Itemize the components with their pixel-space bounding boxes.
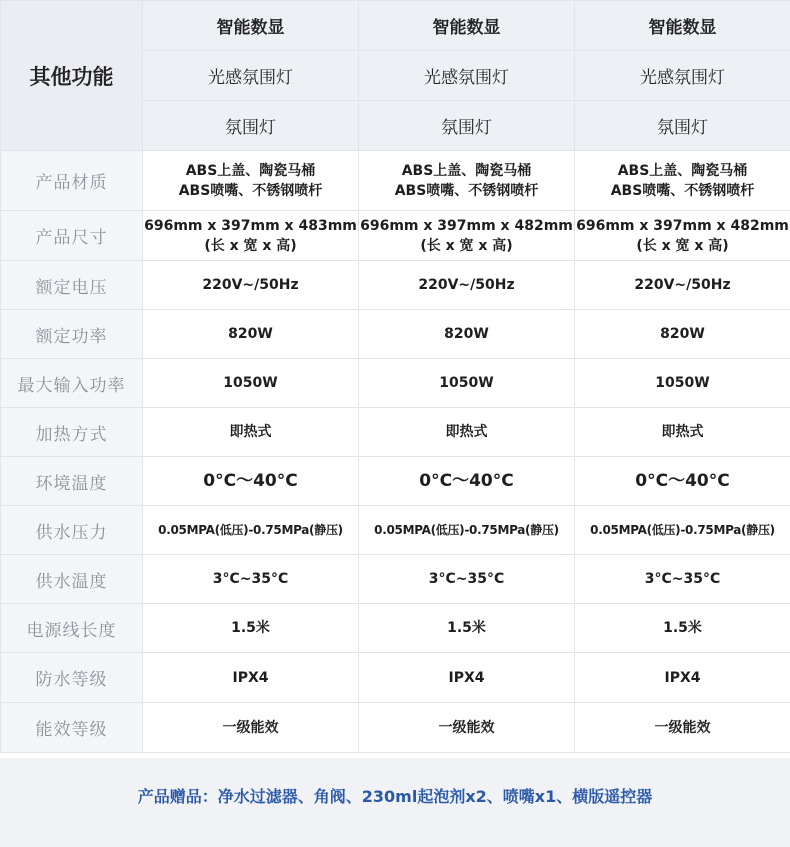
spec-value-cell xyxy=(575,604,790,653)
header-cell: 智能数显 xyxy=(143,1,359,51)
spec-value-cell xyxy=(143,703,359,753)
spec-row xyxy=(1,151,790,211)
spec-value-cell xyxy=(143,653,359,703)
header-cell: 光感氛围灯 xyxy=(575,51,790,101)
spec-value-line: 820W xyxy=(228,326,273,342)
spec-value-line: 即热式 xyxy=(661,424,704,440)
spec-row-label: 产品尺寸 xyxy=(1,211,143,261)
spec-row-label: 额定电压 xyxy=(1,261,143,310)
spec-value-line: 1050W xyxy=(439,375,494,391)
header-row-1 xyxy=(1,1,790,51)
spec-row-label: 最大输入功率 xyxy=(1,359,143,408)
gift-footer xyxy=(0,758,790,847)
spec-value-line: 1.5米 xyxy=(663,620,702,636)
spec-value-cell xyxy=(575,408,790,457)
spec-row-label: 产品材质 xyxy=(1,151,143,211)
spec-value-line: 696mm x 397mm x 483mm xyxy=(144,217,357,234)
spec-row xyxy=(1,703,790,753)
spec-value-cell xyxy=(359,151,575,211)
spec-row-label: 能效等级 xyxy=(1,703,143,753)
spec-value-line: 1.5米 xyxy=(231,620,270,636)
spec-value-line: 即热式 xyxy=(445,424,488,440)
other-features-label: 其他功能 xyxy=(1,1,143,151)
spec-value-cell xyxy=(359,408,575,457)
spec-value-cell xyxy=(575,359,790,408)
spec-value-line: ABS喷嘴、不锈钢喷杆 xyxy=(610,182,755,199)
spec-value-line: 一级能效 xyxy=(438,719,495,736)
spec-value-line: (长 x 宽 x 高) xyxy=(204,237,297,254)
spec-value-cell xyxy=(359,506,575,555)
spec-value-line: 一级能效 xyxy=(654,719,711,736)
spec-row-label: 环境温度 xyxy=(1,457,143,506)
header-cell: 光感氛围灯 xyxy=(143,51,359,101)
spec-value-line: 3°C~35°C xyxy=(644,571,721,587)
spec-value-cell xyxy=(575,555,790,604)
spec-value-line: 一级能效 xyxy=(222,719,279,736)
spec-value-cell xyxy=(575,653,790,703)
spec-row-label: 供水压力 xyxy=(1,506,143,555)
spec-value-cell xyxy=(143,555,359,604)
spec-row xyxy=(1,310,790,359)
spec-value-cell xyxy=(575,151,790,211)
spec-value-cell xyxy=(359,604,575,653)
spec-row xyxy=(1,653,790,703)
spec-row-label: 防水等级 xyxy=(1,653,143,703)
spec-row xyxy=(1,408,790,457)
spec-value-line: 1050W xyxy=(655,375,710,391)
spec-value-line: ABS喷嘴、不锈钢喷杆 xyxy=(178,182,323,199)
spec-value-cell xyxy=(359,261,575,310)
spec-value-line: 820W xyxy=(660,326,705,342)
spec-row-label: 额定功率 xyxy=(1,310,143,359)
spec-row-label: 加热方式 xyxy=(1,408,143,457)
spec-row xyxy=(1,604,790,653)
header-cell: 氛围灯 xyxy=(359,101,575,151)
spec-value-line: 1.5米 xyxy=(447,620,486,636)
spec-value-line: 0°C～40°C xyxy=(419,471,514,491)
spec-value-cell xyxy=(143,506,359,555)
spec-value-cell xyxy=(143,457,359,506)
spec-value-cell xyxy=(359,653,575,703)
spec-value-cell xyxy=(143,310,359,359)
spec-value-line: 1050W xyxy=(223,375,278,391)
spec-value-cell xyxy=(359,359,575,408)
spec-value-cell xyxy=(359,211,575,261)
spec-value-line: 0.05MPA(低压)-0.75MPa(静压) xyxy=(158,523,343,537)
spec-row xyxy=(1,359,790,408)
spec-value-line: 0.05MPA(低压)-0.75MPa(静压) xyxy=(590,523,775,537)
spec-value-cell xyxy=(143,359,359,408)
spec-value-line: 220V~/50Hz xyxy=(418,277,515,293)
spec-value-line: 820W xyxy=(444,326,489,342)
header-cell: 智能数显 xyxy=(575,1,790,51)
spec-value-line: 即热式 xyxy=(229,424,272,440)
spec-value-line: IPX4 xyxy=(448,669,485,686)
spec-value-cell xyxy=(143,408,359,457)
spec-value-line: 696mm x 397mm x 482mm xyxy=(360,217,573,234)
spec-row xyxy=(1,457,790,506)
spec-value-line: 696mm x 397mm x 482mm xyxy=(576,217,789,234)
spec-value-line: ABS上盖、陶瓷马桶 xyxy=(185,162,316,179)
spec-row-label: 电源线长度 xyxy=(1,604,143,653)
spec-value-line: 3°C~35°C xyxy=(212,571,289,587)
spec-value-line: 0°C～40°C xyxy=(203,471,298,491)
spec-value-line: 220V~/50Hz xyxy=(202,277,299,293)
spec-value-line: (长 x 宽 x 高) xyxy=(636,237,729,254)
spec-value-line: 0.05MPA(低压)-0.75MPa(静压) xyxy=(374,523,559,537)
spec-value-cell xyxy=(359,457,575,506)
spec-value-line: ABS喷嘴、不锈钢喷杆 xyxy=(394,182,539,199)
spec-value-cell xyxy=(575,261,790,310)
spec-value-line: 3°C~35°C xyxy=(428,571,505,587)
header-cell: 氛围灯 xyxy=(575,101,790,151)
spec-value-cell xyxy=(575,506,790,555)
header-cell: 光感氛围灯 xyxy=(359,51,575,101)
spec-value-line: IPX4 xyxy=(232,669,269,686)
spec-value-line: 220V~/50Hz xyxy=(634,277,731,293)
spec-value-line: 0°C～40°C xyxy=(635,471,730,491)
spec-value-cell xyxy=(575,310,790,359)
spec-row xyxy=(1,211,790,261)
spec-value-cell xyxy=(143,604,359,653)
spec-value-cell xyxy=(575,211,790,261)
spec-value-line: (长 x 宽 x 高) xyxy=(420,237,513,254)
spec-value-cell xyxy=(359,703,575,753)
spec-row xyxy=(1,555,790,604)
spec-value-cell xyxy=(143,211,359,261)
spec-value-cell xyxy=(143,151,359,211)
spec-value-cell xyxy=(359,310,575,359)
spec-value-cell xyxy=(575,457,790,506)
spec-value-cell xyxy=(359,555,575,604)
header-cell: 智能数显 xyxy=(359,1,575,51)
spec-row xyxy=(1,506,790,555)
spec-value-line: ABS上盖、陶瓷马桶 xyxy=(617,162,748,179)
spec-value-line: IPX4 xyxy=(664,669,701,686)
header-cell: 氛围灯 xyxy=(143,101,359,151)
spec-value-cell xyxy=(143,261,359,310)
spec-value-cell xyxy=(575,703,790,753)
spec-row-label: 供水温度 xyxy=(1,555,143,604)
spec-row xyxy=(1,261,790,310)
spec-value-line: ABS上盖、陶瓷马桶 xyxy=(401,162,532,179)
gift-list-text: 产品赠品：净水过滤器、角阀、230ml起泡剂x2、喷嘴x1、横版遥控器 xyxy=(137,787,653,806)
